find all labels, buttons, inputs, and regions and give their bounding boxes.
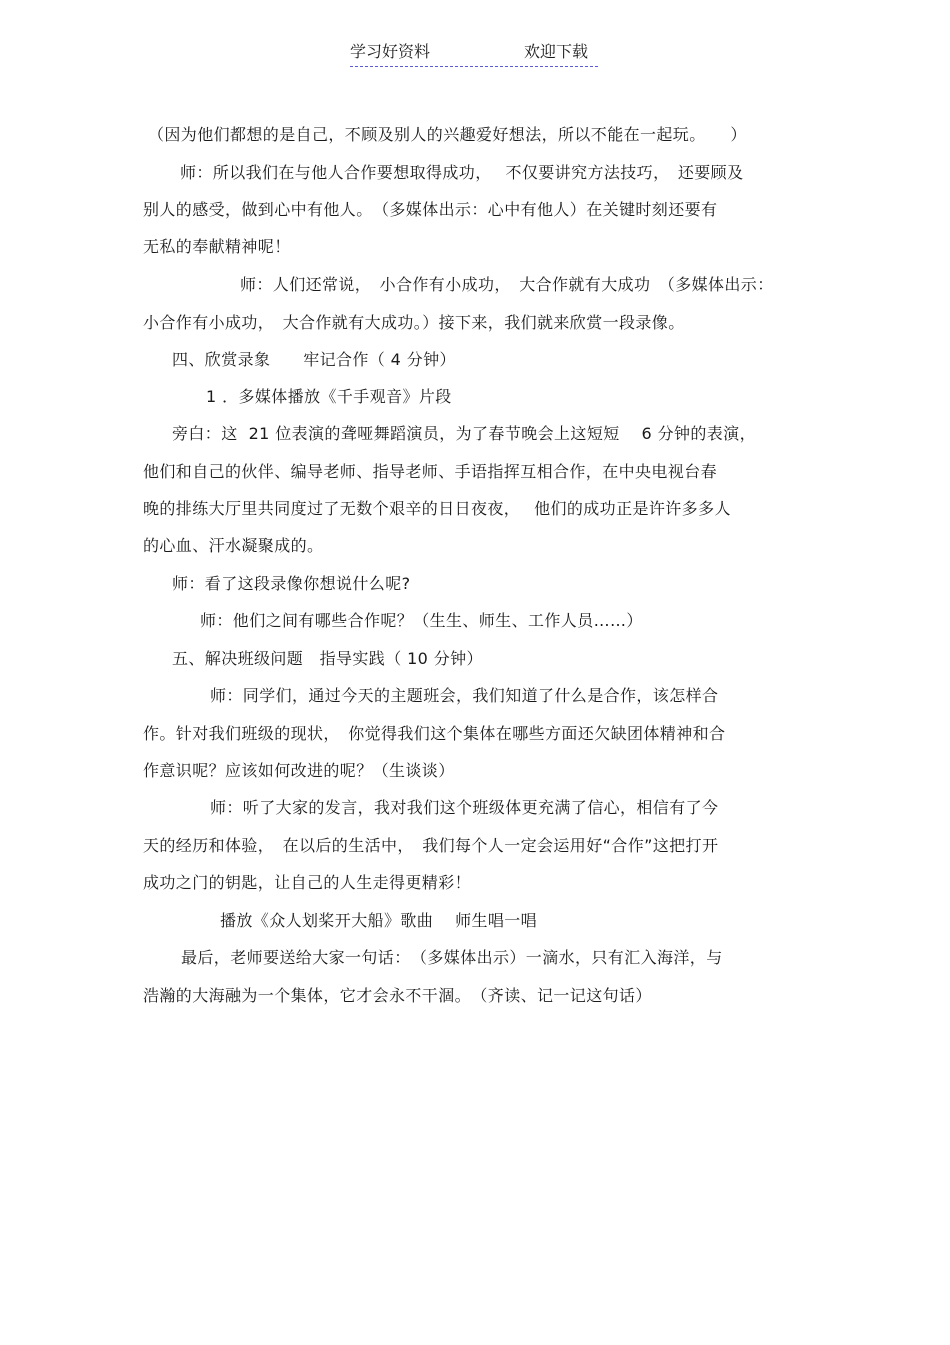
text-line: 旁白：这 21 位表演的聋哑舞蹈演员，为了春节晚会上这短短 6 分钟的表演， — [172, 424, 756, 443]
text-line: 的心血、汗水凝聚成的。 — [143, 536, 324, 555]
section-heading: 四、欣赏录象 牢记合作（ 4 分钟） — [172, 350, 456, 369]
header-right-text: 欢迎下载 — [524, 42, 589, 61]
text-line: 浩瀚的大海融为一个集体，它才会永不干涸。 （齐读、记一记这句话） — [143, 986, 652, 1005]
text-line: 作意识呢？应该如何改进的呢？（生谈谈） — [143, 761, 455, 780]
text-line: 天的经历和体验， 在以后的生活中， 我们每个人一定会运用好“合作”这把打开 — [143, 836, 719, 855]
text-line: 师：他们之间有哪些合作呢？（生生、师生、工作人员……） — [200, 611, 643, 630]
header-left-text: 学习好资料 — [350, 42, 431, 61]
text-line: 师：听了大家的发言，我对我们这个班级体更充满了信心，相信有了今 — [210, 798, 719, 817]
text-line: （因为他们都想的是自己，不顾及别人的兴趣爱好想法，所以不能在一起玩。 ） — [148, 125, 747, 144]
text-line: 最后，老师要送给大家一句话： （多媒体出示）一滴水，只有汇入海洋，与 — [181, 948, 723, 967]
text-line: 别人的感受，做到心中有他人。 （多媒体出示：心中有他人）在关键时刻还要有 — [143, 200, 718, 219]
page-header — [350, 42, 598, 67]
text-line: 师：看了这段录像你想说什么呢? — [172, 574, 411, 593]
text-line: 晚的排练大厅里共同度过了无数个艰辛的日日夜夜， 他们的成功正是许许多多人 — [143, 499, 731, 518]
text-line: 小合作有小成功， 大合作就有大成功。）接下来，我们就来欣赏一段录像。 — [143, 313, 685, 332]
text-line: 1 ．多媒体播放《千手观音》片段 — [206, 387, 452, 406]
text-line: 他们和自己的伙伴、编导老师、指导老师、手语指挥互相合作，在中央电视台春 — [143, 462, 718, 481]
text-line: 成功之门的钥匙，让自己的人生走得更精彩！ — [143, 873, 472, 892]
text-line: 播放《众人划桨开大船》歌曲 师生唱一唱 — [220, 911, 538, 930]
text-line: 师：所以我们在与他人合作要想取得成功， 不仅要讲究方法技巧， 还要顾及 — [180, 163, 744, 182]
text-line: 师：同学们，通过今天的主题班会，我们知道了什么是合作，该怎样合 — [210, 686, 719, 705]
section-heading: 五、解决班级问题 指导实践（ 10 分钟） — [172, 649, 483, 668]
text-line: 师：人们还常说， 小合作有小成功， 大合作就有大成功 （多媒体出示： — [240, 275, 774, 294]
text-line: 作。针对我们班级的现状， 你觉得我们这个集体在哪些方面还欠缺团体精神和合 — [143, 724, 726, 743]
text-line: 无私的奉献精神呢！ — [143, 237, 291, 256]
